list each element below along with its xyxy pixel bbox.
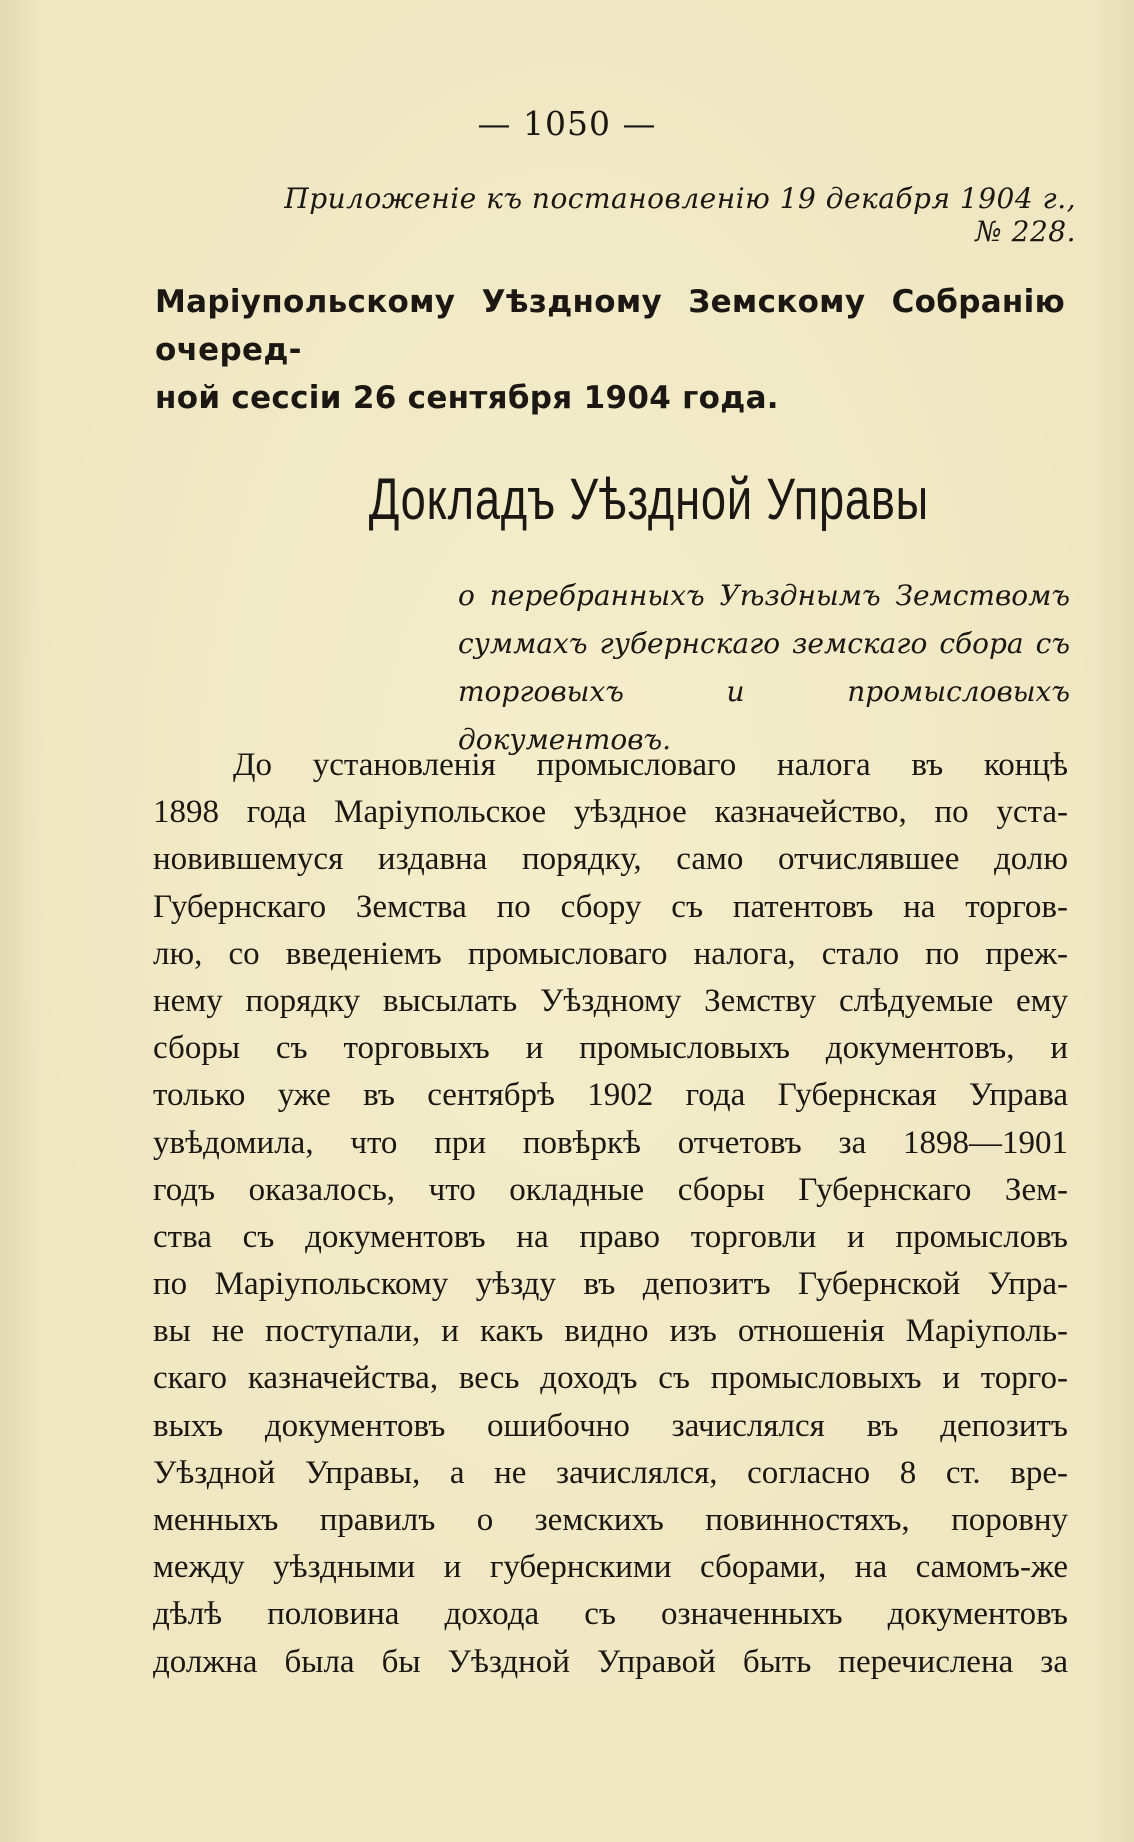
body-line: дѣлѣ половина дохода съ означенныхъ документовъ [153, 1596, 1068, 1633]
body-line: нему порядку высылать Уѣздному Земству слѣдуемые ему [153, 982, 1068, 1019]
body-line: новившемуся издавна порядку, само отчислявшее долю [153, 841, 1068, 878]
body-line: ства съ документовъ на право торговли и промысловъ [153, 1218, 1068, 1255]
body-line: скаго казначейства, весь доходъ съ промысловыхъ и торго- [153, 1360, 1068, 1397]
body-line: вы не поступали, и какъ видно изъ отношенія Маріуполь- [153, 1313, 1068, 1350]
body-line: Губернскаго Земства по сбору съ патентовъ на торгов- [153, 888, 1068, 925]
report-title: Докладъ Уѣздной Управы [368, 467, 929, 532]
body-line: До установленія промысловаго налога въ концѣ [233, 747, 1068, 783]
body-line: лю, со введеніемъ промысловаго налога, стало по преж- [153, 935, 1068, 972]
appendix-note: Приложеніе къ постановленію 19 декабря 1904 г., № 228. [284, 182, 1076, 248]
body-line: 1898 года Маріупольское уѣздное казначейство, по уста- [153, 794, 1068, 831]
body-line: сборы съ торговыхъ и промысловыхъ документовъ, и [153, 1030, 1068, 1067]
body-line: годъ оказалось, что окладные сборы Губернскаго Зем- [153, 1171, 1068, 1208]
body-line: по Маріупольскому уѣзду въ депозитъ Губернской Упра- [153, 1266, 1068, 1303]
report-subtitle [458, 572, 1070, 764]
body-line: Уѣздной Управы, а не зачислялся, согласно 8 ст. вре- [153, 1454, 1068, 1491]
body-line: должна была бы Уѣздной Управой быть перечислена за [153, 1643, 1068, 1680]
page-number: — 1050 — [477, 104, 657, 143]
body-text [153, 742, 1068, 1686]
report-subtitle-line: о перебранныхъ Уѣзднымъ Земствомъ [458, 579, 1070, 612]
body-line: увѣдомила, что при повѣркѣ отчетовъ за 1898—1901 [153, 1124, 1068, 1161]
body-line: между уѣздными и губернскими сборами, на самомъ-же [153, 1549, 1068, 1586]
addressee-heading [155, 278, 1065, 422]
body-line: только уже въ сентябрѣ 1902 года Губернская Управа [153, 1077, 1068, 1114]
body-line: менныхъ правилъ о земскихъ повинностяхъ, поровну [153, 1502, 1068, 1538]
body-line: выхъ документовъ ошибочно зачислялся въ депозитъ [153, 1407, 1068, 1444]
addressee-line: ной сессіи 26 сентября 1904 года. [155, 380, 779, 416]
addressee-line: Маріупольскому Уѣздному Земскому Собранію очеред- [155, 284, 1065, 368]
report-subtitle-line: суммахъ губернскаго земскаго сбора съ [458, 627, 1070, 660]
report-subtitle-line: торговыхъ и промысловыхъ документовъ. [458, 675, 1070, 756]
